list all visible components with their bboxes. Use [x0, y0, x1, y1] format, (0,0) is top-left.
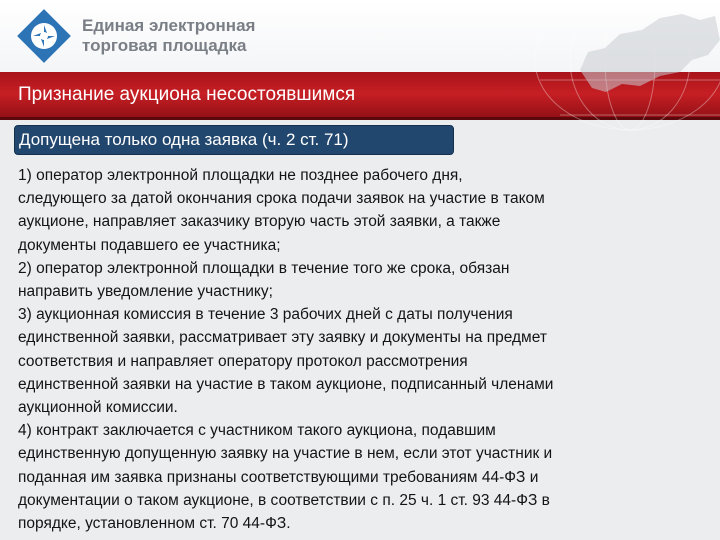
body-line: единственной заявки на участие в таком аукционе, подписанный членами — [18, 375, 554, 393]
body-line: единственную допущенную заявку на участие в нем, если этот участник и — [18, 445, 553, 463]
body-text — [18, 164, 718, 535]
body-line: поданная им заявка признаны соответствующими требованиям 44-ФЗ и — [18, 468, 539, 486]
body-line: направить уведомление участнику; — [18, 283, 273, 301]
body-line: 4) контракт заключается с участником такого аукциона, подавшим — [18, 422, 496, 440]
logo-line-1: Единая электронная — [82, 16, 256, 35]
body-line: соответствия и направляет оператору протокол рассмотрения — [18, 352, 468, 370]
russia-map-icon — [510, 0, 720, 135]
body-line: 3) аукционная комиссия в течение 3 рабочих дней с даты получения — [18, 306, 513, 324]
logo-line-2: торговая площадка — [82, 36, 247, 55]
body-line: аукционной комиссии. — [18, 399, 178, 417]
body-line: 2) оператор электронной площадки в течение того же срока, обязан — [18, 259, 510, 277]
body-line: единственной заявки, рассматривает эту заявку и документы на предмет — [18, 329, 547, 347]
body-line: 1) оператор электронной площадки не позднее рабочего дня, — [18, 167, 463, 184]
body-line: аукционе, направляет заказчику вторую часть этой заявки, а также — [18, 213, 501, 231]
etp-logo-icon — [14, 6, 74, 66]
body-line: следующего за датой окончания срока подачи заявок на участие в таком — [18, 190, 545, 208]
body-line: документы подавшего ее участника; — [18, 236, 281, 254]
subtitle-text: Допущена только одна заявка (ч. 2 ст. 71) — [19, 130, 349, 149]
slide-title: Признание аукциона несостоявшимся — [18, 84, 356, 105]
body-line: документации о таком аукционе, в соответствии с п. 25 ч. 1 ст. 93 44-ФЗ в — [18, 491, 550, 509]
logo-wordmark — [82, 16, 255, 56]
body-line: порядке, установленном ст. 70 44-ФЗ. — [18, 515, 291, 533]
